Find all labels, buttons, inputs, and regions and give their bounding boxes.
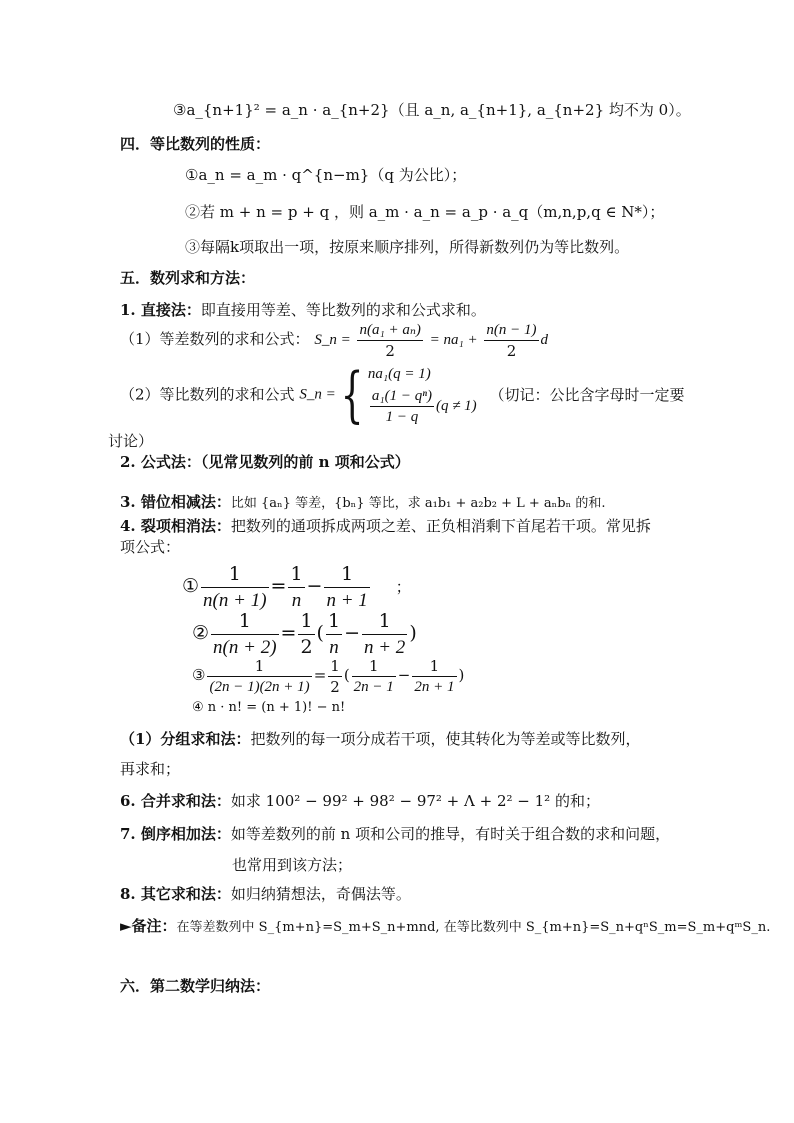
left-brace: { [340,359,364,430]
piecewise-cases [368,362,477,427]
formula-lhs: S_n = [299,386,336,403]
fraction: $\frac{1}{n + 2}$ [363,609,406,658]
fraction: $\frac{1}{2n - 1}$ [353,656,394,695]
method-2-text: （见常见数列的前 n 项和公式） [200,453,410,471]
method-7-text: 如等差数列的前 n 项和公司的推导，有时关于组合数的求和问题， [230,825,671,843]
remark-label: ►备注： [120,917,177,935]
method-5 [120,729,640,749]
method-8-text: 如归纳猜想法，奇偶法等。 [230,885,411,903]
method-7-label: 7. 倒序相加法： [120,825,231,843]
section-6-heading: 六．第二数学归纳法： [120,977,271,995]
split-formula-3: ③ $\frac{1}{(2n - 1)(2n + 1)}$ = $\frac{1}{2}$ ( $\frac{1}{2n - 1}$ − $\frac{1}{2n + 1}$ ) [192,656,465,696]
method-3-label: 3. 错位相减法： [120,493,231,511]
geometric-property-3: ③每隔k项取出一项，按原来顺序排列，所得新数列仍为等比数列。 [185,238,630,256]
section-5-heading: 五．数列求和方法： [120,269,256,287]
formula-label: （2）等比数列的求和公式 [120,385,295,404]
method-1-label: 1. 直接法： [120,301,201,319]
formula-label: （1）等差数列的求和公式： [120,330,310,348]
item-marker: ③ [192,666,206,684]
method-8 [120,884,411,904]
fraction: $\frac{1}{n}$ [290,562,303,611]
property-line-3: ③a_{n+1}² = a_n · a_{n+2}（且 a_n, a_{n+1}, a_{n+2} 均不为 0）。 [173,101,691,119]
method-5-label: （1）分组求和法： [120,730,251,748]
method-4-label: 4. 裂项相消法： [120,517,231,535]
method-6-text: 如求 100² − 99² + 98² − 97² + Λ + 2² − 1² 的和； [230,792,600,810]
method-7 [120,824,670,844]
method-5-continuation: 再求和； [120,760,181,778]
remark [120,916,770,938]
fraction: $\frac{1}{(2n - 1)(2n + 1)}$ [209,656,310,695]
fraction: $\frac{1}{2n + 1}$ [414,656,455,695]
method-7-continuation: 也常用到该方法； [232,856,353,874]
note-continuation: 讨论） [108,432,154,450]
method-2-label: 2. 公式法： [120,453,201,471]
formula-mid: = na₁ + [429,332,478,348]
method-5-text: 把数列的每一项分成若干项，使其转化为等差或等比数列， [250,730,641,748]
arithmetic-sum-formula [120,318,548,361]
method-4-continuation: 项公式： [120,538,181,556]
geometric-property-2: ②若 m + n = p + q ，则 a_m · a_n = a_p · a_q（m,n,p,q ∈ N*）； [185,203,665,221]
method-3 [120,492,606,514]
method-2 [120,452,410,472]
fraction: $\frac{1}{n + 1}$ [326,562,368,611]
split-formula-4: ④ n · n! = (n + 1)! − n! [192,700,346,715]
fraction: $\frac{1}{n}$ [327,609,341,658]
formula-tail: d [540,332,549,348]
method-8-label: 8. 其它求和法： [120,885,231,903]
method-4 [120,516,651,536]
case-2: $\frac{\text{a₁(1 − qⁿ)}}{1 - q}$ (q ≠ 1) [371,388,477,425]
item-marker: ① [182,575,200,597]
formula-note: （切记：公比含字母时一定要 [489,385,685,404]
fraction: $\frac{n(n - 1)}{2}$ [486,321,537,360]
remark-text: 在等差数列中 S_{m+n}=S_m+S_n+mnd, 在等比数列中 S_{m+n}=S_n+qⁿS_m=S_m+qᵐS_n. [176,920,771,935]
geometric-property-1: ①a_n = a_m · q^{n−m}（q 为公比）； [185,166,467,184]
method-3-text: 比如 {aₙ} 等差，{bₙ} 等比，求 a₁b₁ + a₂b₂ + L + aₙbₙ 的和. [230,496,606,511]
method-6 [120,791,600,811]
method-4-text: 把数列的通项拆成两项之差、正负相消剩下首尾若干项。常见拆 [230,517,651,535]
fraction: $\frac{1}{2}$ [300,609,313,658]
split-formula-2: ② $\frac{1}{n(n + 2)}$ = $\frac{1}{2}$ ( $\frac{1}{n}$ − $\frac{1}{n + 2}$ ) [192,609,417,658]
section-4-heading: 四．等比数列的性质： [120,135,271,153]
geometric-sum-formula [120,359,685,430]
formula-lhs: S_n = [314,332,351,348]
method-6-label: 6. 合并求和法： [120,792,231,810]
fraction: $\frac{1}{2}$ [330,656,340,696]
fraction: $\frac{1}{n(n + 2)}$ [213,609,277,658]
fraction: $\frac{1}{n(n + 1)}$ [203,562,267,611]
item-marker: ② [192,622,210,644]
case-1: na₁(q = 1) [367,366,431,382]
method-1-text: 即直接用等差、等比数列的求和公式求和。 [200,301,486,319]
fraction: $\frac{\text{n(a₁ + aₙ)}}{2}$ [359,321,421,360]
split-formula-1: ① $\frac{1}{n(n + 1)}$ = $\frac{1}{n}$ − $\frac{1}{n + 1}$ ； [182,562,411,611]
method-1 [120,300,486,320]
